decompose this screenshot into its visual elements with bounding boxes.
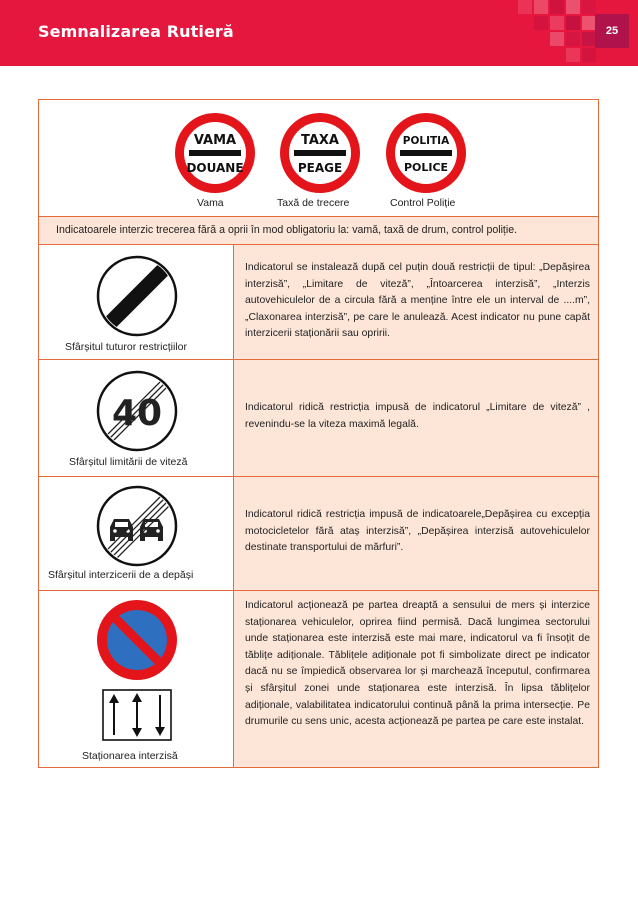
svg-text:40: 40 <box>111 393 163 434</box>
end-speed-limit-sign-icon <box>96 370 178 452</box>
row-4-description-cell <box>234 591 598 767</box>
page-number: 25 <box>595 14 629 48</box>
sign-caption: Control Poliție <box>390 197 456 209</box>
row-1-description-cell <box>234 245 598 359</box>
signs-table <box>38 99 599 768</box>
sign-description: Indicatorul ridică restricția impusă de indicatoarele„Depășirea cu excepția motocicletelor fără ataș interzisă”, „Depășirea interzisă autovehiculelor destinate transportului de mărfuri”. <box>245 509 590 554</box>
svg-text:TAXA: TAXA <box>300 133 340 148</box>
row-1-sign-cell <box>39 245 233 359</box>
sign-description: Indicatorul ridică restricția impusă de indicatorul „Limitare de viteză” , revenindu-se la viteza maximă legală. <box>245 402 590 430</box>
page-header <box>0 0 638 66</box>
sign-caption: Sfârșitul interzicerii de a depăși <box>48 569 194 581</box>
sign-description: Indicatorul se instalează după cel puțin două restricții de tipul: „Depășirea interzisă”, „Limitare de viteză”, „Întoarcerea interzisă”, „Interzis autovehiculelor de a circula fără a menține între ele un interval de ....m”, „Claxonarea interzisă”, pe care le anulează. Acest indicator nu pune capăt interzicerii staționării sau opririi. <box>245 262 590 340</box>
svg-text:VAMA: VAMA <box>193 133 237 148</box>
sign-caption: Vama <box>197 197 224 209</box>
row-4-sign-cell <box>39 591 233 767</box>
sign-description: Indicatorul acționează pe partea dreaptă a sensului de mers și interzice staționarea vehiculelor, oprirea fiind permisă. Dacă lungimea sectorului unde staționarea este interzisă este mai mare, indicatorul va fi însoțit de tăblițe adiționale. Tăblițele adiționale pot fi simbolizate direct pe indicator dacă nu se împiedică observarea lor și marchează începutul, confirmarea și sfârșitul zonei unde staționarea este interzisă. În lipsa tăblițelor adiționale, valabilitatea indicatorului continuă până la prima intersecție. Pe drumurile cu sens unic, acesta acționează pe partea pe care este instalat. <box>245 600 590 728</box>
summary-text: Indicatoarele interzic trecerea fără a oprii în mod obligatoriu la: vamă, taxă de drum, control poliție. <box>56 224 518 236</box>
svg-text:PEAGE: PEAGE <box>297 161 343 175</box>
row-2-description-cell <box>234 360 598 476</box>
row-3-description-cell <box>234 477 598 590</box>
vama-sign-icon <box>174 112 256 194</box>
end-all-restrictions-sign-icon <box>96 255 178 337</box>
direction-arrows-panel-icon <box>102 689 172 741</box>
summary-band <box>39 217 598 244</box>
no-parking-sign-icon <box>96 599 178 681</box>
svg-text:POLITIA: POLITIA <box>402 135 450 147</box>
politia-sign-icon <box>385 112 467 194</box>
row-2-sign-cell <box>39 360 233 476</box>
row-3-sign-cell <box>39 477 233 590</box>
sign-caption: Taxă de trecere <box>277 197 350 209</box>
svg-text:DOUANE: DOUANE <box>186 161 244 175</box>
end-no-overtaking-sign-icon <box>96 485 178 567</box>
page-title: Semnalizarea Rutieră <box>38 22 234 41</box>
sign-caption: Sfârșitul tuturor restricțiilor <box>65 341 187 353</box>
sign-caption: Sfârșitul limitării de viteză <box>69 456 188 468</box>
sign-caption: Staționarea interzisă <box>82 750 178 762</box>
top-signs-row <box>39 100 598 216</box>
taxa-sign-icon <box>279 112 361 194</box>
svg-text:POLICE: POLICE <box>403 161 449 174</box>
